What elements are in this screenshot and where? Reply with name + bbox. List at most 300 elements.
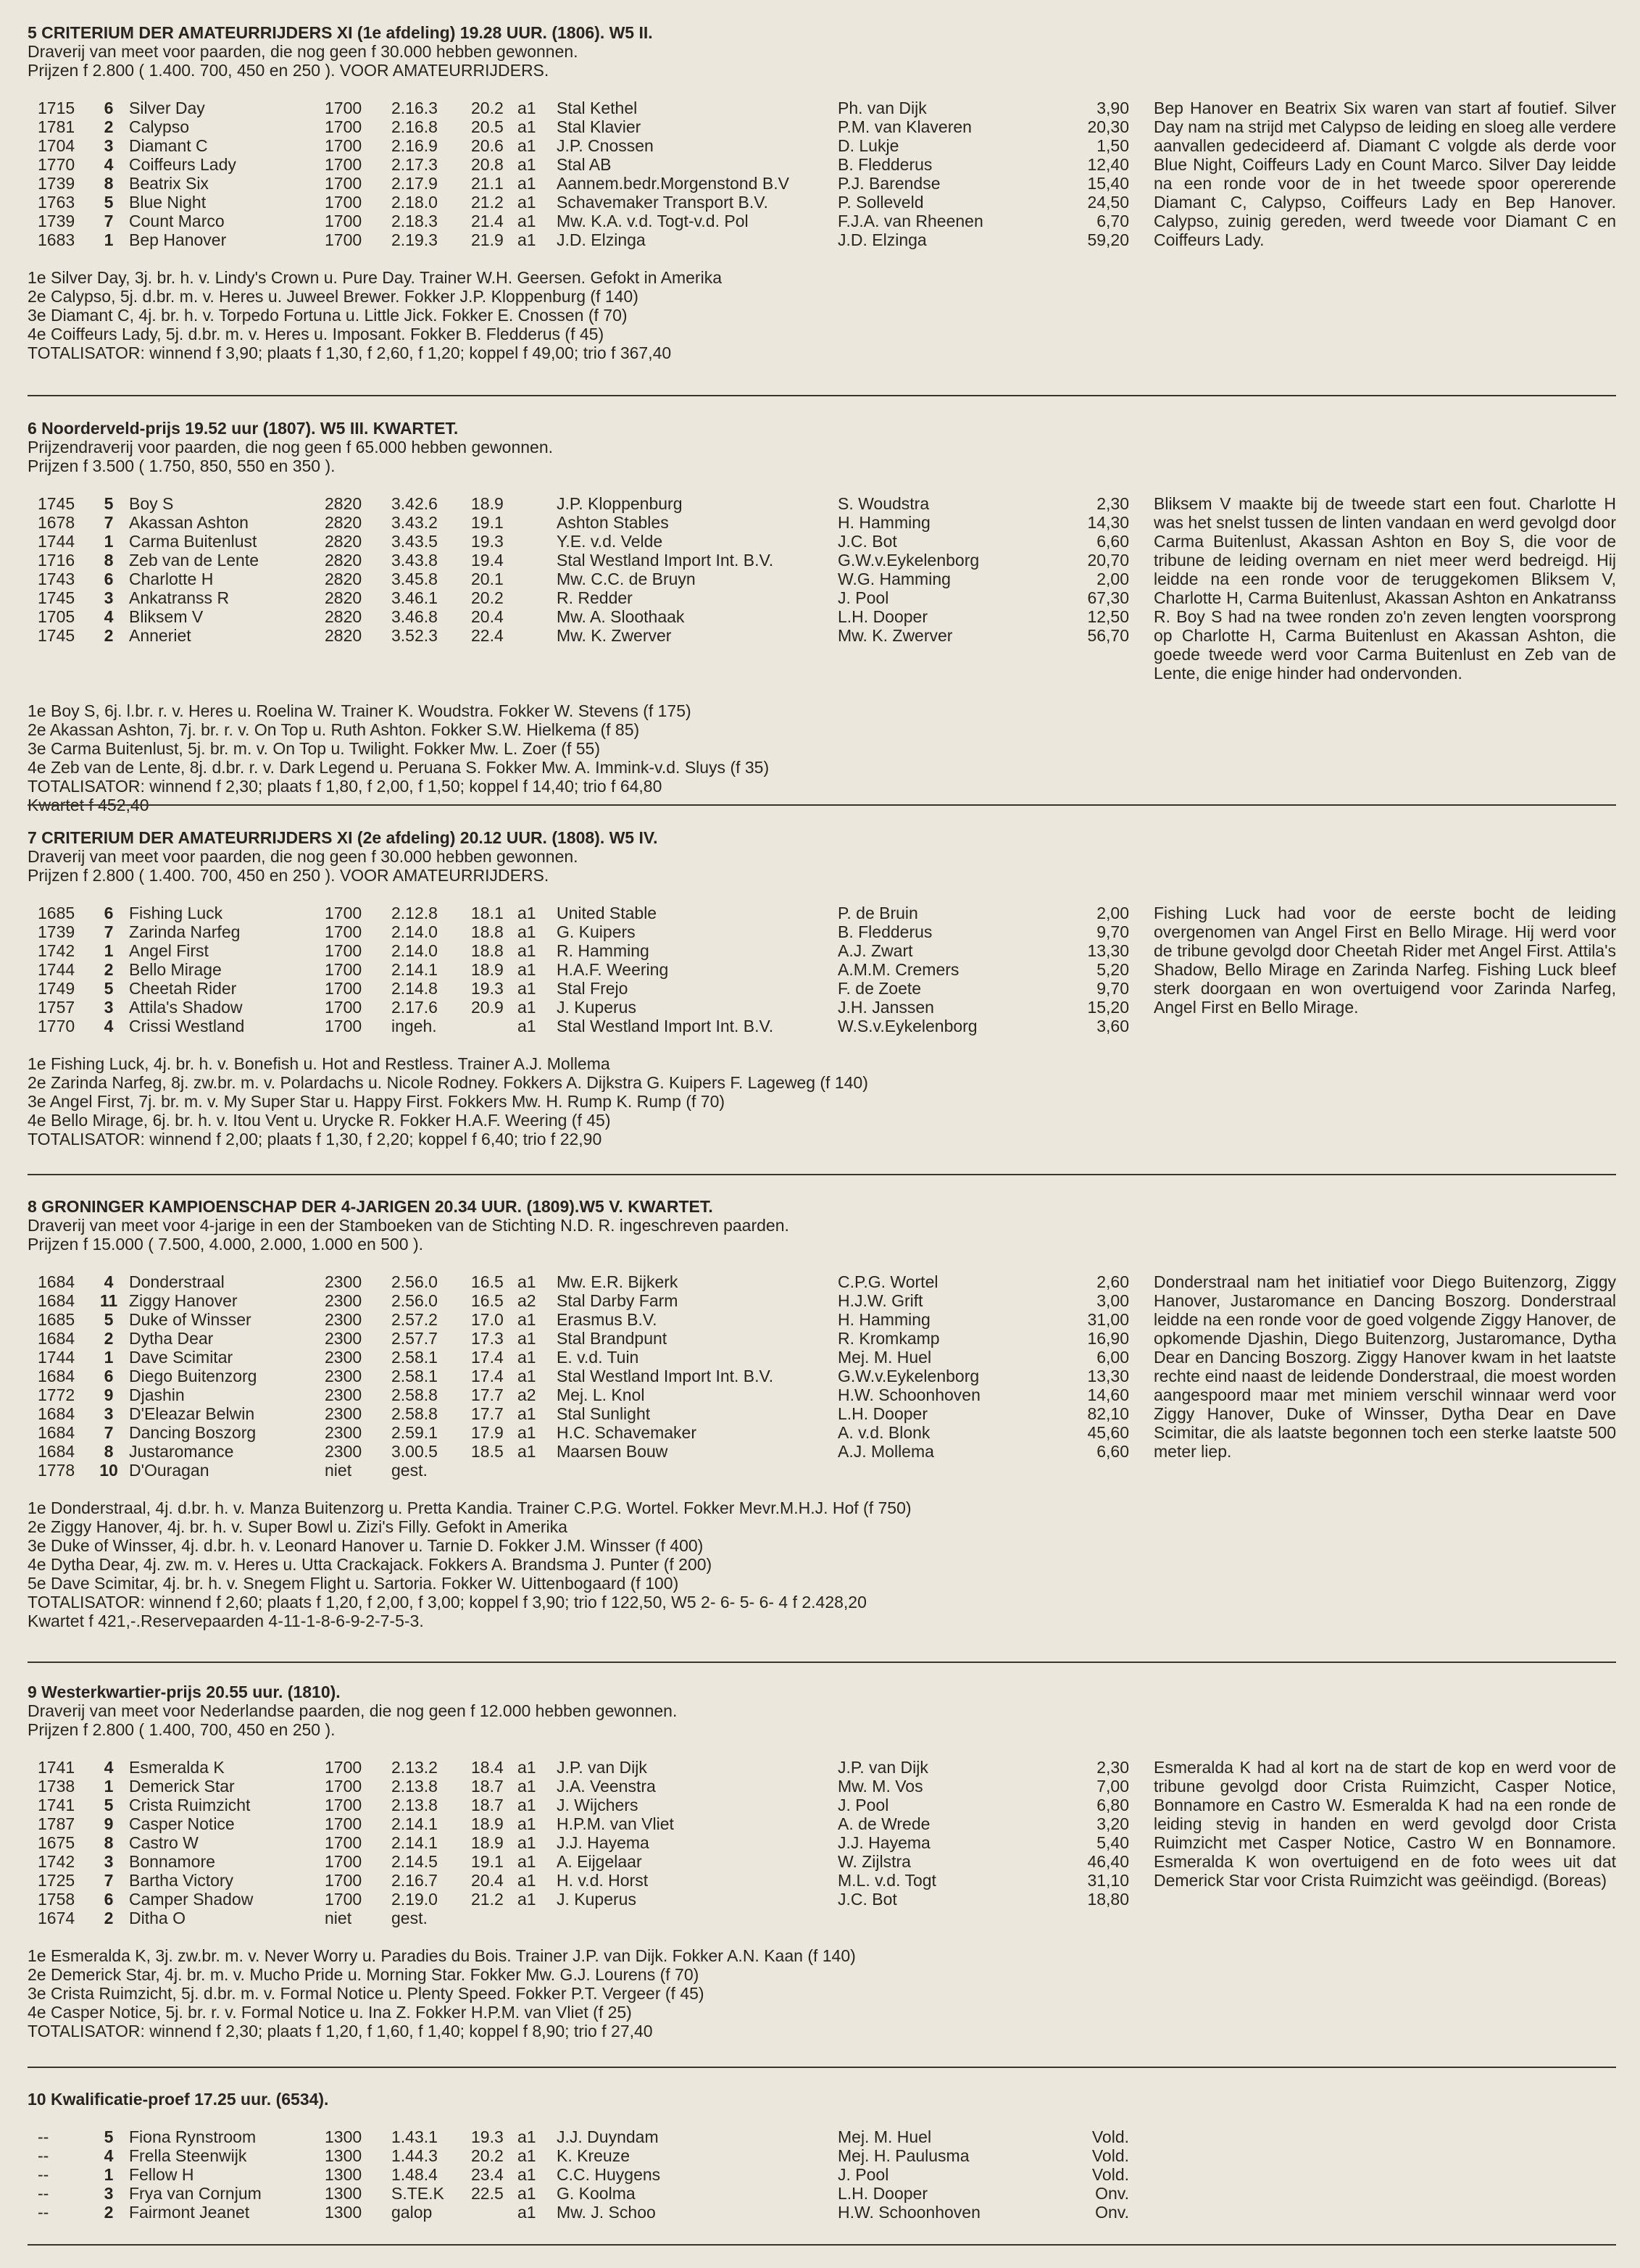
race-commentary: Esmeralda K had al kort na de start de kop en werd voor de tribune gevolgd door Crista Ruimzicht, Casper Notice, Bonnamore en Castro W. Esmeralda K had na een ronde de leiding stevig in handen en werd gevolgd door Crista Ruimzicht met Casper Notice, Castro W en Bonnamore. Esmeralda K won overtuigend en de foto wees uit dat Demerick Star voor Crista Ruimzicht was geëindigd. (Boreas) bbox=[1154, 1758, 1616, 1890]
distance: 1700 bbox=[325, 174, 362, 193]
race-commentary: Bliksem V maakte bij de tweede start een fout. Charlotte H was het snelst tussen de linten vandaan en werd gevolgd door Carma Buitenlust, Akassan Ashton en Boy S, die voor de tribune de leiding overnam en niet meer werd bedreigd. Hij leidde na een ronde voor de teruggekomen Bliksem V, Charlotte H, Carma Buitenlust, Akassan Ashton en Ankatranss R. Boy S had na twee ronden zo'n zeven lengten voorsprong op Charlotte H, Carma Buitenlust en Akassan Ashton, die goede tweede werd voor Carma Buitenlust en Zeb van de Lente, die enige hinder had ondervonden. bbox=[1154, 494, 1616, 683]
gait-code: a1 bbox=[517, 941, 536, 960]
race-time: gest. bbox=[391, 1461, 428, 1480]
race-time: ingeh. bbox=[391, 1017, 437, 1035]
driver: G.W.v.Eykelenborg bbox=[838, 551, 980, 570]
owner: Schavemaker Transport B.V. bbox=[557, 193, 768, 212]
horse-name: Djashin bbox=[129, 1385, 185, 1404]
owner: J. Kuperus bbox=[557, 1890, 636, 1909]
driver: F.J.A. van Rheenen bbox=[838, 212, 983, 230]
result-line: 1e Fishing Luck, 4j. br. h. v. Bonefish u. Hot and Restless. Trainer A.J. Mollema bbox=[28, 1054, 610, 1073]
km-time: 17.4 bbox=[471, 1348, 504, 1367]
distance: 1300 bbox=[325, 2165, 362, 2184]
gait-code: a1 bbox=[517, 1814, 536, 1833]
table-row bbox=[28, 1461, 1151, 1480]
table-row bbox=[28, 193, 1151, 212]
odds: 2,00 bbox=[1096, 570, 1129, 588]
race-title: 7 CRITERIUM DER AMATEURRIJDERS XI (2e afdeling) 20.12 UUR. (1808). W5 IV. bbox=[28, 828, 658, 847]
horse-id: 1757 bbox=[38, 998, 75, 1017]
distance: 1700 bbox=[325, 136, 362, 155]
distance: 1700 bbox=[325, 1871, 362, 1890]
table-row bbox=[28, 1833, 1151, 1852]
table-row bbox=[28, 1871, 1151, 1890]
table-row bbox=[28, 1348, 1151, 1367]
result-line: 3e Carma Buitenlust, 5j. br. m. v. On Top u. Twilight. Fokker Mw. L. Zoer (f 55) bbox=[28, 739, 600, 758]
owner: Aannem.bedr.Morgenstond B.V bbox=[557, 174, 789, 193]
owner: J.P. Cnossen bbox=[557, 136, 654, 155]
gait-code: a1 bbox=[517, 979, 536, 998]
odds: 5,20 bbox=[1096, 960, 1129, 979]
result-line: 3e Crista Ruimzicht, 5j. d.br. m. v. Formal Notice u. Plenty Speed. Fokker P.T. Vergeer (f 45) bbox=[28, 1984, 704, 2003]
horse-id: 1745 bbox=[38, 626, 75, 645]
result-line: 4e Coiffeurs Lady, 5j. d.br. m. v. Heres u. Imposant. Fokker B. Fledderus (f 45) bbox=[28, 325, 604, 343]
start-number: 7 bbox=[104, 922, 114, 941]
odds: 82,10 bbox=[1087, 1404, 1129, 1423]
table-row bbox=[28, 99, 1151, 117]
horse-name: Angel First bbox=[129, 941, 209, 960]
distance: 2820 bbox=[325, 532, 362, 551]
odds: 12,50 bbox=[1087, 607, 1129, 626]
result-line: 5e Dave Scimitar, 4j. br. h. v. Snegem Flight u. Sartoria. Fokker W. Uittenbogaard (f 100) bbox=[28, 1574, 679, 1593]
race-body bbox=[28, 1272, 1616, 1480]
result-line: 4e Dytha Dear, 4j. zw. m. v. Heres u. Utta Crackajack. Fokkers A. Brandsma J. Punter (f 200) bbox=[28, 1555, 712, 1574]
table-row bbox=[28, 1367, 1151, 1385]
distance: 1300 bbox=[325, 2203, 362, 2222]
race-time: 2.58.8 bbox=[391, 1385, 438, 1404]
race-time: 2.58.1 bbox=[391, 1367, 438, 1385]
distance: 2300 bbox=[325, 1272, 362, 1291]
horse-id: 1744 bbox=[38, 960, 75, 979]
table-row bbox=[28, 1310, 1151, 1329]
race-body bbox=[28, 904, 1616, 1035]
owner: Mw. K.A. v.d. Togt-v.d. Pol bbox=[557, 212, 749, 230]
race-conditions: Prijzen f 15.000 ( 7.500, 4.000, 2.000, 1.000 en 500 ). bbox=[28, 1235, 424, 1254]
km-time: 21.9 bbox=[471, 230, 504, 249]
odds: 13,30 bbox=[1087, 1367, 1129, 1385]
table-row bbox=[28, 2165, 1151, 2184]
odds: 31,00 bbox=[1087, 1310, 1129, 1329]
race-time: 1.48.4 bbox=[391, 2165, 438, 2184]
horse-id: 1684 bbox=[38, 1291, 75, 1310]
distance: 1700 bbox=[325, 230, 362, 249]
odds: 16,90 bbox=[1087, 1329, 1129, 1348]
owner: J.P. Kloppenburg bbox=[557, 494, 683, 513]
owner: H.P.M. van Vliet bbox=[557, 1814, 674, 1833]
race-body bbox=[28, 494, 1616, 683]
entries-table bbox=[28, 494, 1151, 683]
driver: A. v.d. Blonk bbox=[838, 1423, 931, 1442]
table-row bbox=[28, 1758, 1151, 1777]
horse-name: Silver Day bbox=[129, 99, 205, 117]
distance: 1700 bbox=[325, 922, 362, 941]
odds: 24,50 bbox=[1087, 193, 1129, 212]
driver: C.P.G. Wortel bbox=[838, 1272, 938, 1291]
result-line: Kwartet f 421,-.Reservepaarden 4-11-1-8-6-9-2-7-5-3. bbox=[28, 1612, 424, 1630]
race-conditions: Prijzen f 3.500 ( 1.750, 850, 550 en 350 ). bbox=[28, 456, 336, 475]
start-number: 3 bbox=[104, 2184, 114, 2203]
horse-name: Charlotte H bbox=[129, 570, 214, 588]
horse-id: -- bbox=[38, 2165, 49, 2184]
km-time: 19.1 bbox=[471, 1852, 504, 1871]
race-time: 2.13.2 bbox=[391, 1758, 438, 1777]
horse-id: 1716 bbox=[38, 551, 75, 570]
horse-name: Duke of Winsser bbox=[129, 1310, 251, 1329]
race-body bbox=[28, 2127, 1616, 2222]
race-commentary bbox=[1151, 2127, 1616, 2222]
horse-name: Blue Night bbox=[129, 193, 207, 212]
race-title: 6 Noorderveld-prijs 19.52 uur (1807). W5 III. KWARTET. bbox=[28, 419, 459, 438]
distance: 1700 bbox=[325, 1017, 362, 1035]
table-row bbox=[28, 1423, 1151, 1442]
odds: 6,60 bbox=[1096, 532, 1129, 551]
start-number: 6 bbox=[104, 570, 114, 588]
horse-id: 1715 bbox=[38, 99, 75, 117]
horse-id: 1781 bbox=[38, 117, 75, 136]
driver: B. Fledderus bbox=[838, 922, 933, 941]
gait-code: a1 bbox=[517, 1348, 536, 1367]
table-row bbox=[28, 136, 1151, 155]
race-time: 2.17.9 bbox=[391, 174, 438, 193]
start-number: 6 bbox=[104, 1367, 114, 1385]
race-conditions: Prijzen f 2.800 ( 1.400, 700, 450 en 250 ). bbox=[28, 1720, 336, 1739]
start-number: 7 bbox=[104, 1423, 114, 1442]
horse-name: Fishing Luck bbox=[129, 904, 223, 922]
race-time: 2.14.0 bbox=[391, 922, 438, 941]
km-time: 20.8 bbox=[471, 155, 504, 174]
start-number: 1 bbox=[104, 1777, 114, 1796]
start-number: 1 bbox=[104, 532, 114, 551]
race-time: 2.16.7 bbox=[391, 1871, 438, 1890]
odds: 9,70 bbox=[1096, 922, 1129, 941]
start-number: 5 bbox=[104, 193, 114, 212]
driver: B. Fledderus bbox=[838, 155, 933, 174]
horse-name: Bonnamore bbox=[129, 1852, 215, 1871]
driver: J. Pool bbox=[838, 2165, 889, 2184]
horse-id: 1739 bbox=[38, 922, 75, 941]
horse-id: 1744 bbox=[38, 532, 75, 551]
horse-name: Bep Hanover bbox=[129, 230, 227, 249]
gait-code: a2 bbox=[517, 1291, 536, 1310]
driver: J.P. van Dijk bbox=[838, 1758, 928, 1777]
gait-code: a1 bbox=[517, 136, 536, 155]
start-number: 7 bbox=[104, 513, 114, 532]
start-number: 4 bbox=[104, 2146, 114, 2165]
horse-id: 1787 bbox=[38, 1814, 75, 1833]
driver: D. Lukje bbox=[838, 136, 899, 155]
km-time: 18.9 bbox=[471, 1833, 504, 1852]
owner: Stal Brandpunt bbox=[557, 1329, 667, 1348]
driver: H. Hamming bbox=[838, 513, 931, 532]
horse-name: Dave Scimitar bbox=[129, 1348, 233, 1367]
horse-id: -- bbox=[38, 2127, 49, 2146]
driver: S. Woudstra bbox=[838, 494, 930, 513]
owner: A. Eijgelaar bbox=[557, 1852, 642, 1871]
horse-id: 1678 bbox=[38, 513, 75, 532]
start-number: 1 bbox=[104, 941, 114, 960]
odds: 3,90 bbox=[1096, 99, 1129, 117]
start-number: 2 bbox=[104, 960, 114, 979]
horse-name: Coiffeurs Lady bbox=[129, 155, 236, 174]
owner: Ashton Stables bbox=[557, 513, 669, 532]
start-number: 1 bbox=[104, 230, 114, 249]
result-line: 3e Angel First, 7j. br. m. v. My Super Star u. Happy First. Fokkers Mw. H. Rump K. Rump (f 70) bbox=[28, 1092, 725, 1111]
km-time: 17.7 bbox=[471, 1404, 504, 1423]
gait-code: a1 bbox=[517, 230, 536, 249]
start-number: 9 bbox=[104, 1814, 114, 1833]
distance: 1700 bbox=[325, 193, 362, 212]
race-time: 1.43.1 bbox=[391, 2127, 438, 2146]
table-row bbox=[28, 174, 1151, 193]
start-number: 1 bbox=[104, 1348, 114, 1367]
horse-name: Carma Buitenlust bbox=[129, 532, 257, 551]
distance: 2820 bbox=[325, 494, 362, 513]
driver: J.C. Bot bbox=[838, 1890, 897, 1909]
horse-name: D'Ouragan bbox=[129, 1461, 209, 1480]
km-time: 20.6 bbox=[471, 136, 504, 155]
odds: 15,40 bbox=[1087, 174, 1129, 193]
start-number: 4 bbox=[104, 1758, 114, 1777]
km-time: 18.8 bbox=[471, 941, 504, 960]
horse-name: Frya van Cornjum bbox=[129, 2184, 262, 2203]
entries-table bbox=[28, 1272, 1151, 1480]
horse-id: 1684 bbox=[38, 1423, 75, 1442]
table-row bbox=[28, 1329, 1151, 1348]
km-time: 20.1 bbox=[471, 570, 504, 588]
odds: 14,60 bbox=[1087, 1385, 1129, 1404]
horse-name: Camper Shadow bbox=[129, 1890, 254, 1909]
table-row bbox=[28, 551, 1151, 570]
table-row bbox=[28, 1814, 1151, 1833]
race-time: galop bbox=[391, 2203, 433, 2222]
gait-code: a1 bbox=[517, 922, 536, 941]
owner: H.A.F. Weering bbox=[557, 960, 669, 979]
horse-name: Casper Notice bbox=[129, 1814, 235, 1833]
race-time: S.TE.K bbox=[391, 2184, 444, 2203]
odds: 2,00 bbox=[1096, 904, 1129, 922]
distance: 1700 bbox=[325, 960, 362, 979]
driver: W.S.v.Eykelenborg bbox=[838, 1017, 978, 1035]
driver: Mw. M. Vos bbox=[838, 1777, 923, 1796]
distance: 1700 bbox=[325, 1796, 362, 1814]
driver: J. Pool bbox=[838, 1796, 889, 1814]
start-number: 8 bbox=[104, 1442, 114, 1461]
race-time: 3.43.5 bbox=[391, 532, 438, 551]
distance: 1700 bbox=[325, 99, 362, 117]
start-number: 2 bbox=[104, 626, 114, 645]
km-time: 18.4 bbox=[471, 1758, 504, 1777]
odds: Vold. bbox=[1091, 2165, 1129, 2184]
gait-code: a1 bbox=[517, 2165, 536, 2184]
start-number: 3 bbox=[104, 1404, 114, 1423]
gait-code: a1 bbox=[517, 1272, 536, 1291]
table-row bbox=[28, 513, 1151, 532]
race-conditions: Draverij van meet voor paarden, die nog geen f 30.000 hebben gewonnen. bbox=[28, 847, 578, 866]
result-line: 2e Ziggy Hanover, 4j. br. h. v. Super Bowl u. Zizi's Filly. Gefokt in Amerika bbox=[28, 1517, 567, 1536]
driver: Mw. K. Zwerver bbox=[838, 626, 953, 645]
owner: K. Kreuze bbox=[557, 2146, 630, 2165]
gait-code: a1 bbox=[517, 904, 536, 922]
result-details bbox=[28, 1054, 1616, 1148]
race-section bbox=[28, 828, 1616, 1148]
owner: Stal Westland Import Int. B.V. bbox=[557, 1017, 774, 1035]
driver: A.M.M. Cremers bbox=[838, 960, 960, 979]
horse-id: 1741 bbox=[38, 1758, 75, 1777]
driver: F. de Zoete bbox=[838, 979, 922, 998]
owner: Mw. C.C. de Bruyn bbox=[557, 570, 696, 588]
owner: United Stable bbox=[557, 904, 657, 922]
km-time: 19.4 bbox=[471, 551, 504, 570]
horse-id: 1745 bbox=[38, 494, 75, 513]
driver: H. Hamming bbox=[838, 1310, 931, 1329]
table-row bbox=[28, 941, 1151, 960]
distance: 1700 bbox=[325, 941, 362, 960]
result-details bbox=[28, 268, 1616, 362]
distance: 2820 bbox=[325, 588, 362, 607]
gait-code: a1 bbox=[517, 1796, 536, 1814]
owner: G. Kuipers bbox=[557, 922, 636, 941]
horse-name: Calypso bbox=[129, 117, 190, 136]
horse-id: 1684 bbox=[38, 1272, 75, 1291]
table-row bbox=[28, 1404, 1151, 1423]
start-number: 8 bbox=[104, 174, 114, 193]
horse-id: 1778 bbox=[38, 1461, 75, 1480]
spacer bbox=[28, 475, 1616, 494]
entries-table bbox=[28, 1758, 1151, 1927]
horse-name: Diego Buitenzorg bbox=[129, 1367, 257, 1385]
horse-name: Dancing Boszorg bbox=[129, 1423, 257, 1442]
horse-id: 1743 bbox=[38, 570, 75, 588]
horse-id: 1684 bbox=[38, 1329, 75, 1348]
km-time: 18.1 bbox=[471, 904, 504, 922]
horse-id: 1725 bbox=[38, 1871, 75, 1890]
race-time: 2.16.3 bbox=[391, 99, 438, 117]
horse-id: 1749 bbox=[38, 979, 75, 998]
horse-name: Crista Ruimzicht bbox=[129, 1796, 251, 1814]
gait-code: a1 bbox=[517, 2184, 536, 2203]
owner: Erasmus B.V. bbox=[557, 1310, 657, 1329]
gait-code: a1 bbox=[517, 960, 536, 979]
odds: Vold. bbox=[1091, 2127, 1129, 2146]
km-time: 18.8 bbox=[471, 922, 504, 941]
horse-id: 1674 bbox=[38, 1909, 75, 1927]
horse-id: 1738 bbox=[38, 1777, 75, 1796]
race-time: 2.18.3 bbox=[391, 212, 438, 230]
section-divider bbox=[28, 2244, 1616, 2246]
driver: J.C. Bot bbox=[838, 532, 897, 551]
start-number: 4 bbox=[104, 1272, 114, 1291]
horse-id: 1739 bbox=[38, 212, 75, 230]
result-line: 3e Duke of Winsser, 4j. d.br. h. v. Leonard Hanover u. Tarnie D. Fokker J.M. Winsser (f 400) bbox=[28, 1536, 704, 1555]
distance: 1700 bbox=[325, 1758, 362, 1777]
horse-name: Diamant C bbox=[129, 136, 208, 155]
start-number: 3 bbox=[104, 998, 114, 1017]
result-line: 2e Akassan Ashton, 7j. br. r. v. On Top u. Ruth Ashton. Fokker S.W. Hielkema (f 85) bbox=[28, 720, 640, 739]
start-number: 2 bbox=[104, 2203, 114, 2222]
km-time: 20.4 bbox=[471, 607, 504, 626]
km-time: 20.5 bbox=[471, 117, 504, 136]
distance: 1700 bbox=[325, 117, 362, 136]
spacer bbox=[28, 80, 1616, 99]
race-time: 3.45.8 bbox=[391, 570, 438, 588]
distance: 2300 bbox=[325, 1404, 362, 1423]
start-number: 8 bbox=[104, 551, 114, 570]
race-time: 3.46.8 bbox=[391, 607, 438, 626]
km-time: 18.9 bbox=[471, 960, 504, 979]
table-row bbox=[28, 1909, 1151, 1927]
gait-code: a1 bbox=[517, 998, 536, 1017]
race-time: 2.19.3 bbox=[391, 230, 438, 249]
gait-code: a1 bbox=[517, 2127, 536, 2146]
race-time: 2.16.9 bbox=[391, 136, 438, 155]
horse-name: Demerick Star bbox=[129, 1777, 235, 1796]
start-number: 6 bbox=[104, 99, 114, 117]
table-row bbox=[28, 904, 1151, 922]
odds: 9,70 bbox=[1096, 979, 1129, 998]
start-number: 2 bbox=[104, 1329, 114, 1348]
horse-name: Beatrix Six bbox=[129, 174, 209, 193]
race-time: 2.17.6 bbox=[391, 998, 438, 1017]
race-section bbox=[28, 1683, 1616, 2040]
odds: 2,30 bbox=[1096, 494, 1129, 513]
start-number: 5 bbox=[104, 494, 114, 513]
owner: Stal Westland Import Int. B.V. bbox=[557, 551, 774, 570]
odds: Vold. bbox=[1091, 2146, 1129, 2165]
race-time: 2.17.3 bbox=[391, 155, 438, 174]
gait-code: a1 bbox=[517, 212, 536, 230]
result-line: 4e Zeb van de Lente, 8j. d.br. r. v. Dark Legend u. Peruana S. Fokker Mw. A. Immink-v.d. Sluys (f 35) bbox=[28, 758, 770, 777]
gait-code: a1 bbox=[517, 1890, 536, 1909]
driver: A. de Wrede bbox=[838, 1814, 931, 1833]
gait-code: a1 bbox=[517, 2203, 536, 2222]
race-time: 3.42.6 bbox=[391, 494, 438, 513]
horse-name: Ankatranss R bbox=[129, 588, 230, 607]
horse-name: Attila's Shadow bbox=[129, 998, 243, 1017]
driver: Ph. van Dijk bbox=[838, 99, 927, 117]
distance: 2300 bbox=[325, 1310, 362, 1329]
race-time: 2.13.8 bbox=[391, 1777, 438, 1796]
driver: H.W. Schoonhoven bbox=[838, 1385, 981, 1404]
race-time: 3.00.5 bbox=[391, 1442, 438, 1461]
horse-name: Justaromance bbox=[129, 1442, 234, 1461]
owner: H.C. Schavemaker bbox=[557, 1423, 697, 1442]
driver: P. Solleveld bbox=[838, 193, 924, 212]
odds: 2,60 bbox=[1096, 1272, 1129, 1291]
driver: Mej. M. Huel bbox=[838, 2127, 932, 2146]
driver: P.J. Barendse bbox=[838, 174, 941, 193]
owner: J. Wijchers bbox=[557, 1796, 638, 1814]
distance: 2300 bbox=[325, 1329, 362, 1348]
start-number: 5 bbox=[104, 2127, 114, 2146]
result-line: 3e Diamant C, 4j. br. h. v. Torpedo Fortuna u. Little Jick. Fokker E. Cnossen (f 70) bbox=[28, 306, 628, 325]
race-conditions: Draverij van meet voor paarden, die nog geen f 30.000 hebben gewonnen. bbox=[28, 42, 578, 61]
horse-name: Fiona Rynstroom bbox=[129, 2127, 257, 2146]
distance: 2820 bbox=[325, 607, 362, 626]
km-time: 17.0 bbox=[471, 1310, 504, 1329]
km-time: 16.5 bbox=[471, 1291, 504, 1310]
start-number: 8 bbox=[104, 1833, 114, 1852]
odds: 31,10 bbox=[1087, 1871, 1129, 1890]
race-body bbox=[28, 99, 1616, 249]
start-number: 6 bbox=[104, 1890, 114, 1909]
race-time: 2.13.8 bbox=[391, 1796, 438, 1814]
owner: G. Koolma bbox=[557, 2184, 636, 2203]
start-number: 3 bbox=[104, 136, 114, 155]
race-time: 2.56.0 bbox=[391, 1272, 438, 1291]
distance: 2820 bbox=[325, 626, 362, 645]
driver: A.J. Zwart bbox=[838, 941, 913, 960]
km-time: 20.2 bbox=[471, 2146, 504, 2165]
race-time: 2.19.0 bbox=[391, 1890, 438, 1909]
